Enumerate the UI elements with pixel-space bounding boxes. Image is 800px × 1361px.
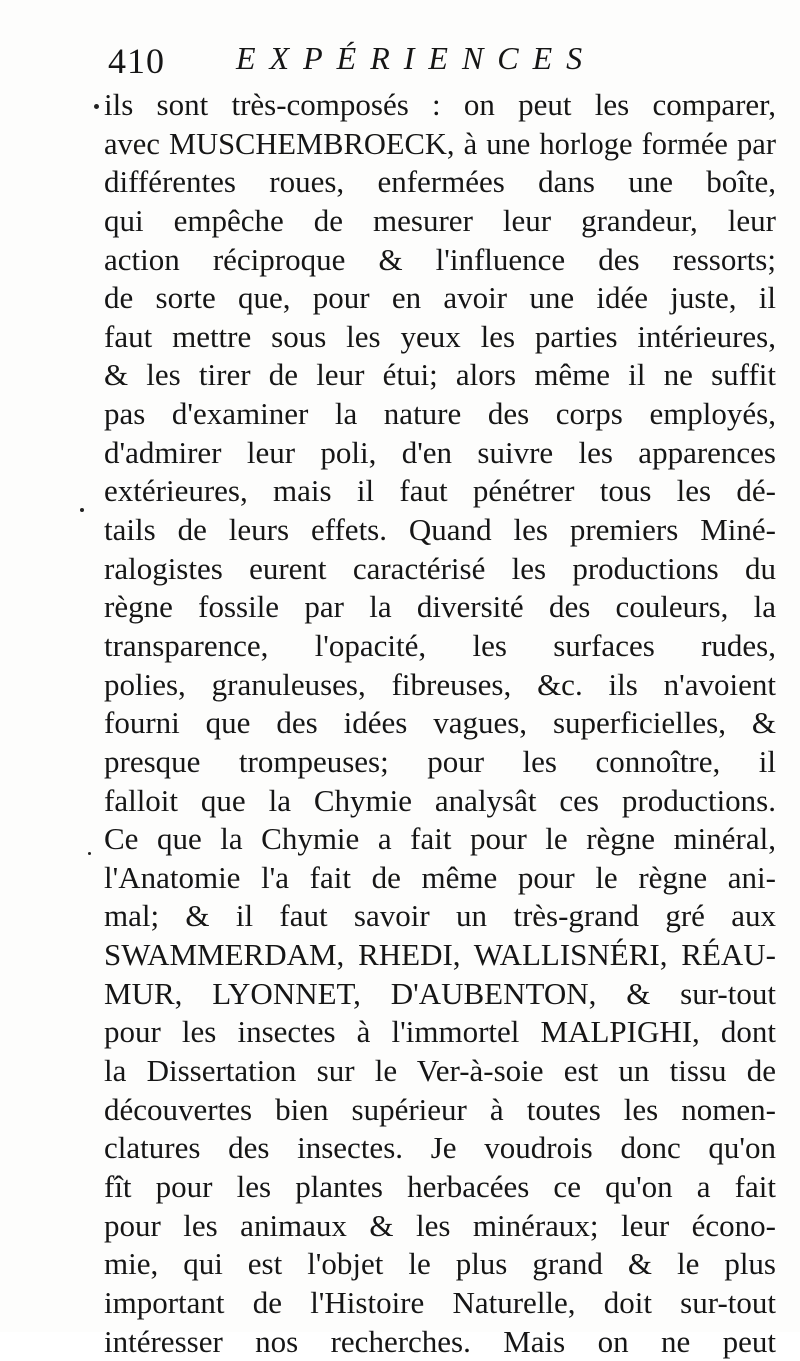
page-number: 410 (108, 40, 165, 82)
text-line: transparence, l'opacité, les surfaces rudes, (104, 627, 776, 666)
text-line: la Dissertation sur le Ver-à-soie est un tissu de (104, 1052, 776, 1091)
text-line: fourni que des idées vagues, superficielles, & (104, 704, 776, 743)
text-line: presque trompeuses; pour les connoître, il (104, 743, 776, 782)
text-line: qui empêche de mesurer leur grandeur, leur (104, 202, 776, 241)
text-line: important de l'Histoire Naturelle, doit sur-tout (104, 1284, 776, 1323)
scan-speck (80, 508, 84, 512)
text-line: règne fossile par la diversité des couleurs, la (104, 588, 776, 627)
scan-speck (94, 104, 99, 109)
text-line: l'Anatomie l'a fait de même pour le règne ani- (104, 859, 776, 898)
text-line: fît pour les plantes herbacées ce qu'on a fait (104, 1168, 776, 1207)
text-line: Ce que la Chymie a fait pour le règne minéral, (104, 820, 776, 859)
text-line: ils sont très-composés : on peut les comparer, (104, 86, 776, 125)
text-line: action réciproque & l'influence des ressorts; (104, 241, 776, 280)
text-line: intéresser nos recherches. Mais on ne peut (104, 1323, 776, 1361)
text-line: & les tirer de leur étui; alors même il ne suffit (104, 356, 776, 395)
text-line: différentes roues, enfermées dans une boîte, (104, 163, 776, 202)
page-header (108, 38, 668, 88)
text-line: découvertes bien supérieur à toutes les nomen- (104, 1091, 776, 1130)
body-text (104, 86, 776, 1361)
text-line: falloit que la Chymie analysât ces productions. (104, 782, 776, 821)
text-line: ralogistes eurent caractérisé les productions du (104, 550, 776, 589)
text-line: pour les insectes à l'immortel MALPIGHI, dont (104, 1013, 776, 1052)
text-line: tails de leurs effets. Quand les premiers Miné- (104, 511, 776, 550)
text-line: mal; & il faut savoir un très-grand gré aux (104, 897, 776, 936)
text-line: clatures des insectes. Je voudrois donc qu'on (104, 1129, 776, 1168)
text-line: MUR, LYONNET, D'AUBENTON, & sur-tout (104, 975, 776, 1014)
text-line: avec MUSCHEMBROECK, à une horloge formée par (104, 125, 776, 164)
running-head: EXPÉRIENCES (236, 40, 596, 77)
text-line: d'admirer leur poli, d'en suivre les apparences (104, 434, 776, 473)
text-line: SWAMMERDAM, RHEDI, WALLISNÉRI, RÉAU- (104, 936, 776, 975)
text-line: mie, qui est l'objet le plus grand & le plus (104, 1245, 776, 1284)
text-line: extérieures, mais il faut pénétrer tous les dé- (104, 472, 776, 511)
text-line: de sorte que, pour en avoir une idée juste, il (104, 279, 776, 318)
text-line: pas d'examiner la nature des corps employés, (104, 395, 776, 434)
text-line: polies, granuleuses, fibreuses, &c. ils n'avoient (104, 666, 776, 705)
scan-speck (88, 852, 91, 855)
text-line: pour les animaux & les minéraux; leur écono- (104, 1207, 776, 1246)
text-line: faut mettre sous les yeux les parties intérieures, (104, 318, 776, 357)
